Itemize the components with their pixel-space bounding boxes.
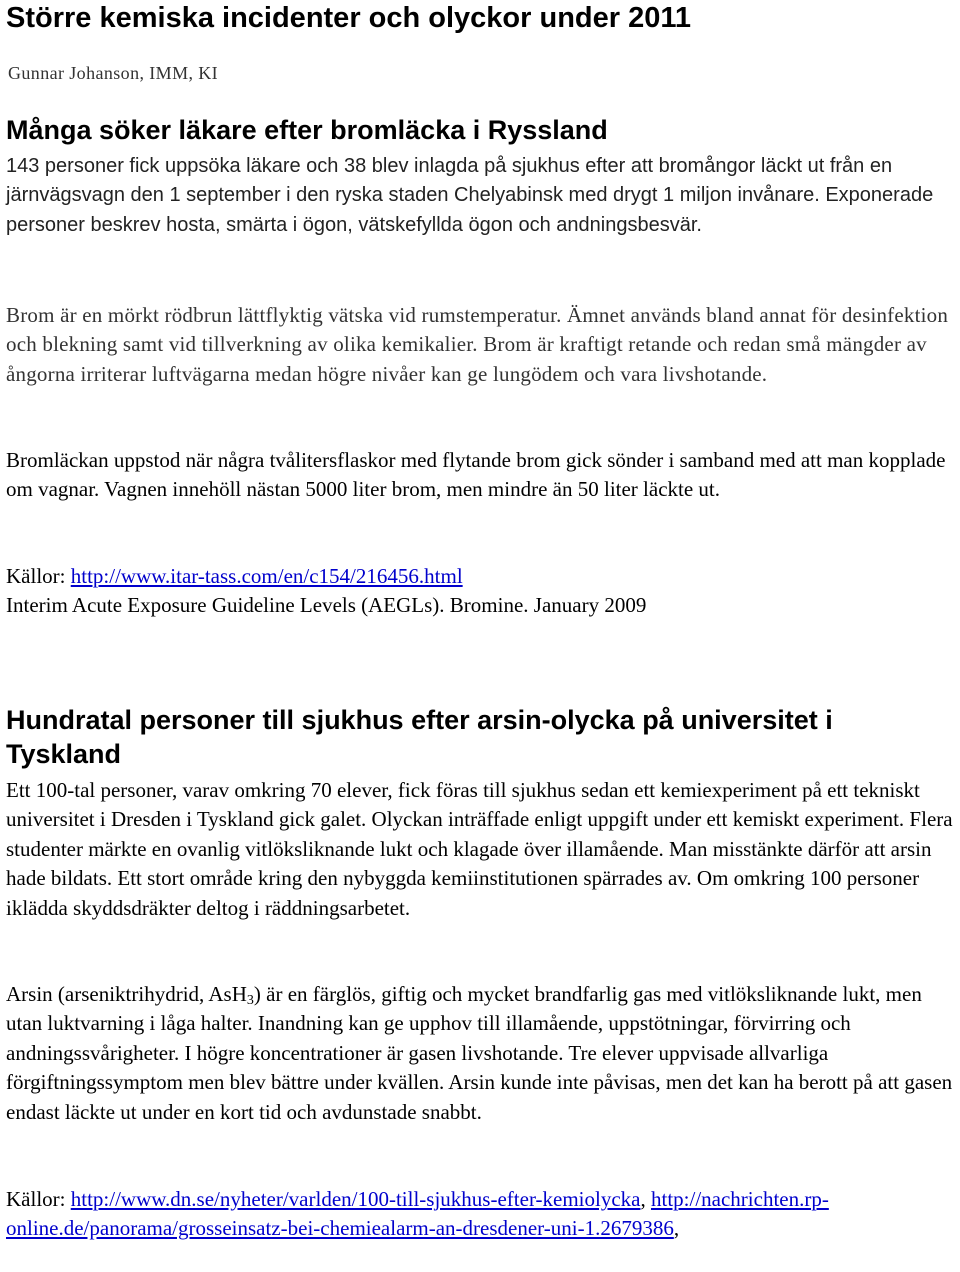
subscript-3: 3 [246, 993, 254, 1008]
arsin-text-after: ) är en färglös, giftig och mycket brandfarlig gas med vitlöksliknande lukt, men utan luktvarning i låga halter. Inandning kan ge upphov till illamående, uppstötningar, förvirring och andningssvårigheter. I högre koncentrationer är gasen livshotande. Tre elever uppvisade allvarliga förgiftningssymptom men blev bättre under kvällen. Arsin kunde inte påvisas, men det kan ha berott på att gasen endast läckte ut under en kort tid och avdunstade snabbt. [6, 982, 953, 1124]
article1-sources [6, 562, 956, 621]
source-link-itar-tass[interactable]: http://www.itar-tass.com/en/c154/216456.html [70, 564, 463, 588]
article1-paragraph-2: Brom är en mörkt rödbrun lättflyktig vätska vid rumstemperatur. Ämnet används bland annat för desinfektion och blekning samt vid tillverkning av olika kemikalier. Brom är kraftigt retande och redan små mängder av ångorna irriterar luftvägarna medan högre nivåer kan ge lungödem och vara livshotande. [6, 303, 949, 386]
sources-label: Källor: [6, 1187, 71, 1211]
author-line: Gunnar Johanson, IMM, KI [8, 63, 219, 83]
article2-paragraph-2 [6, 980, 956, 1127]
arsin-text-before: Arsin (arseniktrihydrid, AsH [6, 982, 247, 1006]
article2-heading: Hundratal personer till sjukhus efter arsin-olycka på universitet i Tyskland [6, 705, 833, 769]
article1-paragraph-1: 143 personer fick uppsöka läkare och 38 blev inlagda på sjukhus efter att bromångor läckt ut från en järnvägsvagn den 1 september i den ryska staden Chelyabinsk med drygt 1 miljon invånare. Exponerade personer beskrev hosta, smärta i ögon, vätskefyllda ögon och andningsbesvär. [6, 155, 934, 236]
separator: , [673, 1216, 680, 1241]
source-link-rp-online[interactable]: http://nachrichten.rp-online.de/panorama/grosseinsatz-bei-chemiealarm-an-dresdener-uni-1.2679386 [6, 1187, 829, 1241]
sources-label: Källor: [6, 564, 71, 588]
source-link-dn[interactable]: http://www.dn.se/nyheter/varlden/100-till-sjukhus-efter-kemiolycka [70, 1187, 641, 1211]
source-reference-aegl: Interim Acute Exposure Guideline Levels (AEGLs). Bromine. January 2009 [6, 593, 647, 618]
article1-heading: Många söker läkare efter bromläcka i Ryssland [6, 115, 608, 145]
separator: , [640, 1187, 646, 1211]
article2-sources [6, 1185, 956, 1244]
article1-paragraph-3: Bromläckan uppstod när några tvålitersflaskor med flytande brom gick sönder i samband med att man kopplade om vagnar. Vagnen innehöll nästan 5000 liter brom, men mindre än 50 liter läckte ut. [6, 448, 946, 502]
article2-paragraph-1: Ett 100-tal personer, varav omkring 70 elever, fick föras till sjukhus sedan ett kemiexperiment på ett tekniskt universitet i Dresden i Tyskland gick galet. Olyckan inträffade enligt uppgift under ett kemiskt experiment. Flera studenter märkte en ovanlig vitlöksliknande lukt och klagade över illamående. Man misstänkte därför att arsin hade bildats. Ett stort område kring den nybyggda kemiinstitutionen spärrades av. Om omkring 100 personer iklädda skyddsdräkter deltog i räddningsarbetet. [6, 778, 953, 920]
document-title: Större kemiska incidenter och olyckor under 2011 [6, 2, 692, 34]
